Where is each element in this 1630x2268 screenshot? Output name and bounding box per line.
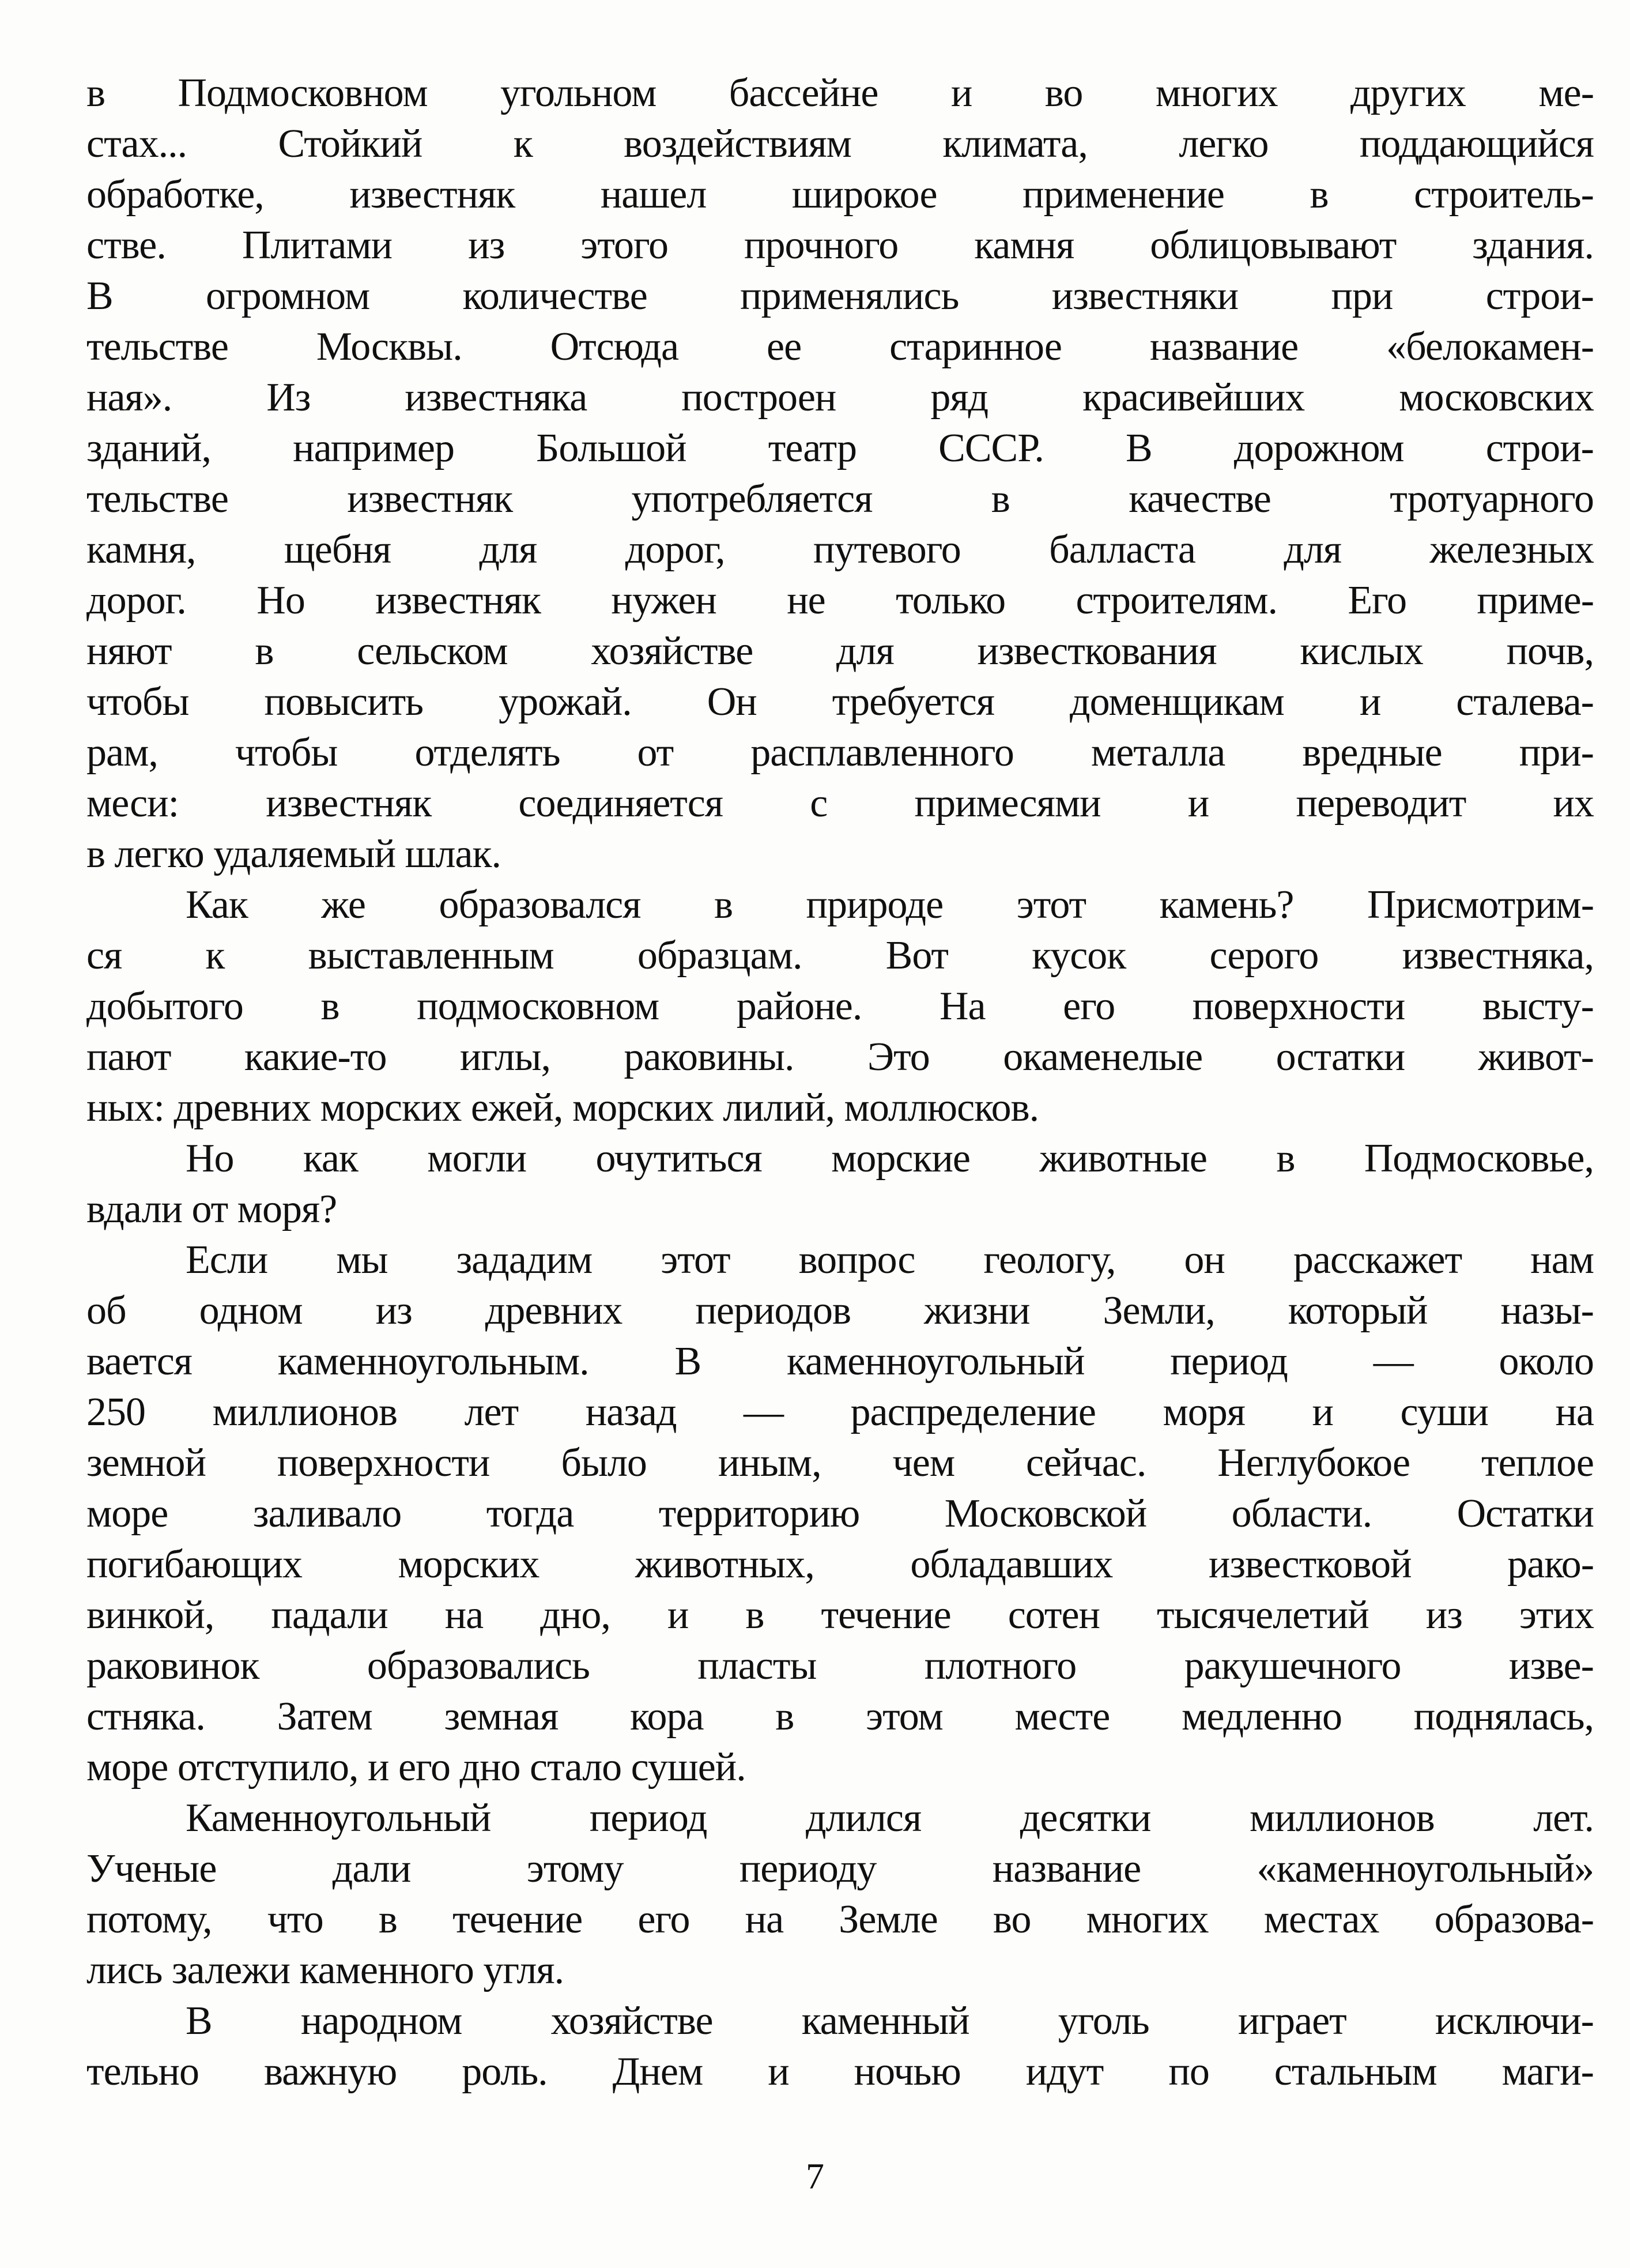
text-line: рам, чтобы отделять от расплавленного металла вредные при- <box>86 730 1594 775</box>
text-line: Ученые дали этому периоду название «каменноугольный» <box>86 1847 1594 1891</box>
text-line: дорог. Но известняк нужен не только строителям. Его приме- <box>86 578 1594 623</box>
text-line: добытого в подмосковном районе. На его поверхности высту- <box>86 984 1594 1028</box>
text-line: тельстве Москвы. Отсюда ее старинное название «белокамен- <box>86 325 1594 369</box>
text-line: винкой, падали на дно, и в течение сотен тысячелетий из этих <box>86 1593 1594 1637</box>
text-line: тельно важную роль. Днем и ночью идут по стальным маги- <box>86 2050 1594 2094</box>
text-line: В огромном количестве применялись известняки при строи- <box>86 274 1594 318</box>
text-line: меси: известняк соединяется с примесями и переводит их <box>86 781 1594 826</box>
text-line: в легко удаляемый шлак. <box>86 832 501 876</box>
text-line: вдали от моря? <box>86 1187 337 1231</box>
text-line: в Подмосковном угольном бассейне и во многих других ме- <box>86 71 1594 115</box>
text-line: 250 миллионов лет назад — распределение моря и суши на <box>86 1390 1594 1434</box>
text-line: Если мы зададим этот вопрос геологу, он расскажет нам <box>186 1238 1594 1282</box>
text-line: земной поверхности было иным, чем сейчас. Неглубокое теплое <box>86 1441 1594 1485</box>
text-line: стах... Стойкий к воздействиям климата, легко поддающийся <box>86 122 1594 166</box>
text-line: Каменноугольный период длился десятки миллионов лет. <box>186 1796 1594 1840</box>
text-line: няют в сельском хозяйстве для известкования кислых почв, <box>86 629 1594 673</box>
text-line: об одном из древних периодов жизни Земли, который назы- <box>86 1289 1594 1333</box>
text-line: тельстве известняк употребляется в качестве тротуарного <box>86 477 1594 521</box>
text-line: раковинок образовались пласты плотного ракушечного изве- <box>86 1644 1594 1688</box>
text-line: ных: древних морских ежей, морских лилий, моллюсков. <box>86 1086 1039 1130</box>
page-number: 7 <box>806 2156 824 2197</box>
text-line: обработке, известняк нашел широкое применение в строитель- <box>86 172 1594 217</box>
text-line: зданий, например Большой театр СССР. В дорожном строи- <box>86 426 1594 470</box>
text-line: погибающих морских животных, обладавших известковой рако- <box>86 1542 1594 1587</box>
page-text <box>86 68 1594 2097</box>
text-line: стняка. Затем земная кора в этом месте медленно поднялась, <box>86 1694 1594 1739</box>
text-line: лись залежи каменного угля. <box>86 1948 564 1992</box>
text-line: камня, щебня для дорог, путевого балласта для железных <box>86 528 1594 572</box>
text-line: ная». Из известняка построен ряд красивейших московских <box>86 375 1594 420</box>
text-line: ся к выставленным образцам. Вот кусок серого известняка, <box>86 933 1594 978</box>
text-line: море отступило, и его дно стало сушей. <box>86 1745 746 1789</box>
text-line: Но как могли очутиться морские животные в Подмосковье, <box>186 1136 1594 1181</box>
text-line: Как же образовался в природе этот камень? Присмотрим- <box>186 883 1594 927</box>
text-line: чтобы повысить урожай. Он требуется доменщикам и сталева- <box>86 680 1594 724</box>
text-line: В народном хозяйстве каменный уголь играет исключи- <box>186 1999 1594 2043</box>
text-line: потому, что в течение его на Земле во многих местах образова- <box>86 1897 1594 1942</box>
text-line: стве. Плитами из этого прочного камня облицовывают здания. <box>86 223 1594 268</box>
text-line: море заливало тогда территорию Московской области. Остатки <box>86 1491 1594 1536</box>
text-line: пают какие-то иглы, раковины. Это окаменелые остатки живот- <box>86 1035 1594 1079</box>
text-line: вается каменноугольным. В каменноугольный период — около <box>86 1339 1594 1384</box>
